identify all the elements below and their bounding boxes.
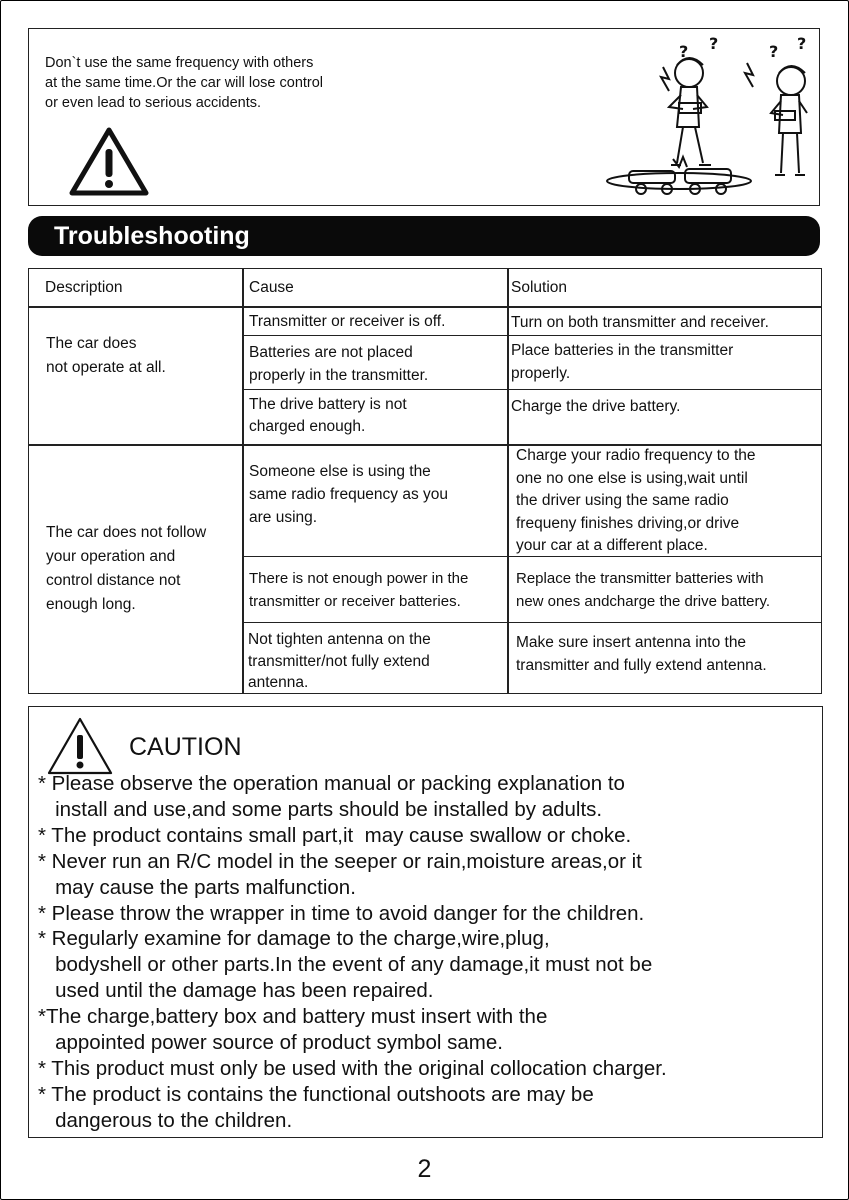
cause-cell: Transmitter or receiver is off. bbox=[249, 313, 446, 330]
caution-line: * Please throw the wrapper in time to avoid danger for the children. bbox=[38, 901, 645, 925]
solution-cell: Charge the drive battery. bbox=[511, 398, 681, 415]
svg-text:?: ? bbox=[769, 42, 779, 61]
troubleshooting-table bbox=[28, 268, 822, 694]
caution-line: * The product is contains the functional outshoots are may be bbox=[38, 1082, 594, 1106]
frequency-warning-text bbox=[45, 53, 405, 113]
caution-line: install and use,and some parts should be installed by adults. bbox=[38, 797, 603, 821]
frequency-warning-box bbox=[28, 28, 820, 206]
column-divider bbox=[507, 269, 509, 693]
warning-line: Don`t use the same frequency with others bbox=[45, 55, 314, 71]
caution-box bbox=[28, 706, 823, 1138]
caution-line: may cause the parts malfunction. bbox=[38, 875, 356, 899]
cause-cell: The drive battery is not charged enough. bbox=[249, 396, 407, 435]
solution-cell: Turn on both transmitter and receiver. bbox=[511, 314, 769, 331]
caution-line: appointed power source of product symbol same. bbox=[38, 1031, 503, 1055]
solution-cell: Place batteries in the transmitter properly. bbox=[511, 342, 734, 382]
warning-line: or even lead to serious accidents. bbox=[45, 95, 262, 111]
kids-with-remote-controls-illustration bbox=[569, 35, 809, 203]
svg-text:?: ? bbox=[797, 35, 807, 53]
caution-line: *The charge,battery box and battery must insert with the bbox=[38, 1005, 548, 1029]
svg-text:?: ? bbox=[709, 35, 719, 53]
cause-cell: Batteries are not placed properly in the transmitter. bbox=[249, 344, 429, 384]
row-divider bbox=[242, 389, 821, 390]
caution-line: * Regularly examine for damage to the charge,wire,plug, bbox=[38, 927, 550, 951]
caution-title: CAUTION bbox=[129, 733, 242, 761]
page-number: 2 bbox=[417, 1155, 432, 1183]
description-cell: The car does not follow your operation and control distance not enough long. bbox=[46, 524, 207, 613]
solution-cell: Make sure insert antenna into the transmitter and fully extend antenna. bbox=[516, 634, 767, 674]
warning-triangle-icon bbox=[67, 125, 151, 199]
caution-line: * The product contains small part,it may cause swallow or choke. bbox=[38, 823, 632, 847]
header-description: Description bbox=[45, 279, 123, 296]
row-divider bbox=[29, 306, 821, 308]
cause-cell: Not tighten antenna on the transmitter/not fully extend antenna. bbox=[248, 631, 431, 691]
caution-list bbox=[38, 771, 813, 1134]
section-header-bar bbox=[28, 216, 820, 256]
row-divider bbox=[242, 335, 821, 336]
header-solution: Solution bbox=[511, 279, 568, 296]
caution-line: used until the damage has been repaired. bbox=[38, 979, 434, 1003]
caution-line: * This product must only be used with the original collocation charger. bbox=[38, 1056, 667, 1080]
cause-cell: There is not enough power in the transmitter or receiver batteries. bbox=[249, 570, 469, 610]
caution-line: bodyshell or other parts.In the event of any damage,it must not be bbox=[38, 953, 653, 977]
solution-cell: Replace the transmitter batteries with new ones andcharge the drive battery. bbox=[516, 570, 771, 610]
svg-text:?: ? bbox=[679, 42, 689, 61]
caution-line: dangerous to the children. bbox=[38, 1108, 293, 1132]
section-title: Troubleshooting bbox=[54, 222, 250, 250]
row-divider bbox=[242, 622, 821, 623]
caution-line: * Never run an R/C model in the seeper or rain,moisture areas,or it bbox=[38, 849, 642, 873]
caution-line: * Please observe the operation manual or packing explanation to bbox=[38, 772, 625, 795]
cause-cell: Someone else is using the same radio frequency as you are using. bbox=[249, 463, 449, 526]
warning-line: at the same time.Or the car will lose control bbox=[45, 75, 324, 91]
column-divider bbox=[242, 269, 244, 693]
caution-triangle-icon bbox=[45, 715, 115, 777]
header-cause: Cause bbox=[249, 279, 294, 296]
solution-cell: Charge your radio frequency to the one no one else is using,wait until the driver using the same radio frequeny finishes driving,or drive your car at a different place. bbox=[516, 447, 756, 554]
description-cell: The car does not operate at all. bbox=[46, 335, 166, 376]
